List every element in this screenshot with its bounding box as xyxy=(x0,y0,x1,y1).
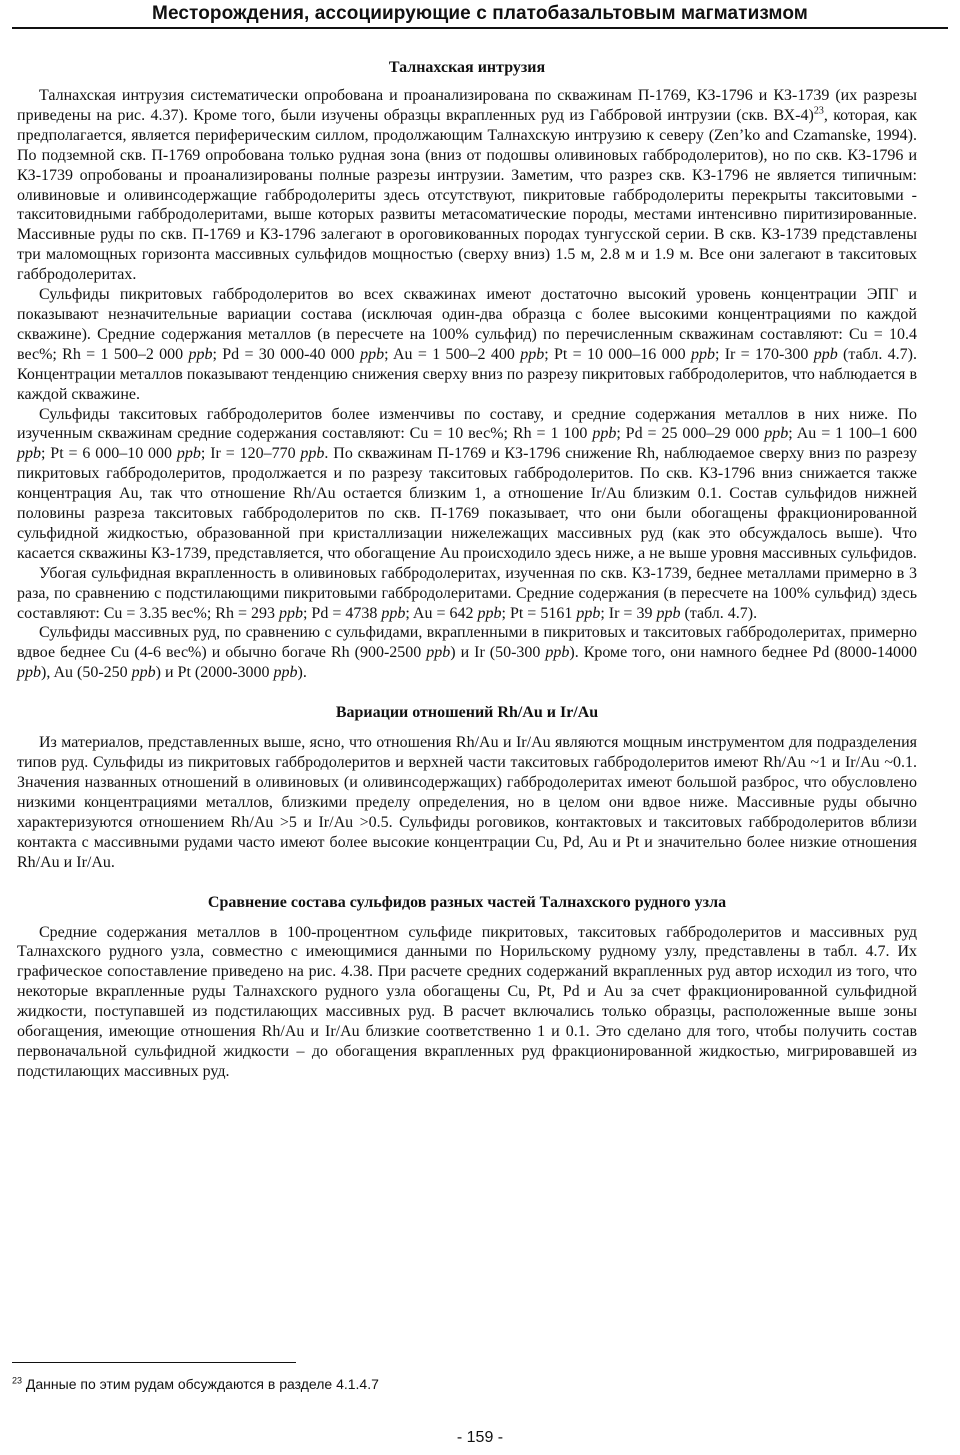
text-run: Убогая сульфидная вкрапленность в оливиновых габбродолеритах, изученная по скв. КЗ-1739, беднее металлами примерно в 3 раза, по сравнению с подстилающими пикритовыми габбродолеритами. Средние содержания (в пересчете на 100% сульфид) здесь составляют: Cu = 3.35 вес%; Rh = 293 xyxy=(17,564,917,622)
paragraph xyxy=(17,733,917,872)
unit-italic: ppb xyxy=(278,604,303,622)
text-run: ) и Pt (2000-3000 xyxy=(155,664,274,682)
text-run: ; Pt = 10 000–16 000 xyxy=(544,345,691,363)
text-run: ; Pd = 30 000-40 000 xyxy=(212,345,361,363)
paragraph xyxy=(17,923,917,1082)
unit-italic: ppb xyxy=(592,425,617,443)
text-run: ; Ir = 170-300 xyxy=(714,345,814,363)
unit-italic: ppb xyxy=(656,604,681,622)
unit-italic: ppb xyxy=(764,425,789,443)
text-run: ). Кроме того, они намного беднее Pd (8000-14000 xyxy=(569,644,918,662)
paragraph xyxy=(17,405,917,564)
text-run: ; Ir = 120–770 xyxy=(200,445,301,463)
text-run: ), Au (50-250 xyxy=(41,664,132,682)
text-run: Средние содержания металлов в 100-процентном сульфиде пикритовых, такситовых габбродолеритов и массивных руд Талнахского рудного узла, совместно с имеющимися данными по Норильскому рудному узлу, представлены в табл. 4.7. Их графическое сопоставление приведено на рис. 4.38. При расчете средних содержаний вкрапленных руд автор исходил из того, что некоторые вкрапленные руды Талнахского рудного узла обогащены Cu, Pt, Pd и Au за счет фракционированной сульфидной жидкости, поступавшей из подстилающих массивных руд. В расчет включались только образцы, расположенные выше зоны обогащения, имеющие отношения Rh/Au и Ir/Au близкие соответственно 1 и 0.1. Это сделано для того, чтобы получить состав первоначальной сульфидной жидкости – до обогащения вкрапленных руд фракционированной жидкостью, мигрировавшей из подстилающих массивных руд. xyxy=(17,923,918,1080)
unit-italic: ppb xyxy=(426,644,451,662)
section-heading-talnakh-intrusion: Талнахская интрузия xyxy=(388,59,546,76)
unit-italic: ppb xyxy=(381,604,406,622)
text-run: ; Pd = 25 000–29 000 xyxy=(616,425,765,443)
text-run: ; Au = 642 xyxy=(405,604,478,622)
text-run: , которая, как предполагается, является периферическим силлом, продолжающим Талнахскую интрузию к северу (Zen’ko and Czamanske, 1994). По подземной скв. П-1769 опробована только рудная зона (вниз от подошвы оливиновых габбродолеритов), но по скв. КЗ-1796 и КЗ-1739 опробованы и проанализированы полные разрезы интрузии. Заметим, что разрез скв. КЗ-1796 не является типичным: оливиновые и оливинсодержащие габбродолериты здесь отсутствуют, пикритовые габбродолериты перекрыты такситовыми - такситовидными габбродолеритами, выше которых развиты метасоматические породы, местами интенсивно пиритизированные. Массивные руды по скв. П-1769 и КЗ-1796 залегают в ороговикованных породах тунгусской серии. В скв. КЗ-1739 представлены три маломощных горизонта массивных сульфидов мощностью (сверху вниз) 1.5 м, 2.8 м и 1.9 м. Все они залегают в такситовых габбродолеритах. xyxy=(17,106,918,284)
text-run: ; Au = 1 500–2 400 xyxy=(384,345,521,363)
unit-italic: ppb xyxy=(17,664,41,682)
unit-italic: ppb xyxy=(131,664,156,682)
footnote-ref: 23 xyxy=(813,105,824,117)
header-rule xyxy=(12,27,948,29)
footnote-text: Данные по этим рудам обсуждаются в разделе 4.1.4.7 xyxy=(22,1376,379,1392)
unit-italic: ppb xyxy=(176,445,201,463)
unit-italic: ppb xyxy=(273,664,298,682)
text-run: ; Pt = 6 000–10 000 xyxy=(41,445,177,463)
unit-italic: ppb xyxy=(576,604,601,622)
text-run: . По скважинам П-1769 и КЗ-1796 снижение Rh, наблюдаемое сверху вниз по разрезу пикритовых габбродолеритов, продолжается и по разрезу такситовых габбродолеритов. По скв. КЗ-1796 вниз снижается также концентрация Au, так что отношение Rh/Au остается близким 1, а отношение Ir/Au близким 0.1. Состав сульфидов нижней половины разреза такситовых габбродолеритов по скв. П-1769 показывает, что они были обогащены фракционированной сульфидной жидкостью, образованной при кристаллизации нижележащих массивных руд (как это обсуждалось выше). Что касается скважины КЗ-1739, представляется, что обогащение Au происходило здесь ниже, а не выше уровня массивных сульфидов. xyxy=(17,445,918,562)
unit-italic: ppb xyxy=(520,345,545,363)
text-run: (табл. 4.7). Концентрации металлов показывают тенденцию снижения сверху вниз по разрезу пикритовых габбродолеритов, что наблюдается в каждой скважине. xyxy=(17,345,918,403)
page-number: - 159 - xyxy=(456,1429,504,1446)
text-run: ; Ir = 39 xyxy=(600,604,657,622)
running-header: Месторождения, ассоциирующие с платобазальтовым магматизмом xyxy=(152,3,808,24)
footnote-marker: 23 xyxy=(12,1375,23,1386)
text-run: ; Au = 1 100–1 600 xyxy=(788,425,917,443)
text-run: (табл. 4.7). xyxy=(680,604,758,622)
unit-italic: ppb xyxy=(360,345,385,363)
section-heading-sulfide-comparison: Сравнение состава сульфидов разных частей Талнахского рудного узла xyxy=(207,893,727,911)
paragraph xyxy=(17,86,917,285)
unit-italic: ppb xyxy=(17,445,41,463)
text-run: ) и Ir (50-300 xyxy=(450,644,546,662)
main-text xyxy=(17,58,917,1082)
paragraph xyxy=(17,623,917,683)
footnote xyxy=(12,1375,912,1393)
text-run: ; Pt = 5161 xyxy=(501,604,577,622)
footnote-rule xyxy=(12,1362,296,1363)
unit-italic: ppb xyxy=(545,644,570,662)
unit-italic: ppb xyxy=(300,445,325,463)
paragraph xyxy=(17,564,917,624)
text-run: Из материалов, представленных выше, ясно, что отношения Rh/Au и Ir/Au являются мощным инструментом для подразделения типов руд. Сульфиды из пикритовых габбродолеритов и верхней части такситовых габбродолеритов имеют Rh/Au ~1 и Ir/Au ~0.1. Значения названных отношений в оливиновых (и оливинсодержащих) габбродолеритах имеют большой разброс, что обусловлено низкими концентрациями металлов, близкими пределу определения, но в целом они вдвое ниже. Массивные руды обычно характеризуются отношением Rh/Au >5 и Ir/Au >0.5. Сульфиды роговиков, контактовых и такситовых габбродолеритов вблизи контакта с массивными рудами часто имеют более высокие концентрации Cu, Pd, Au и Pt и значительно более низкие отношения Rh/Au и Ir/Au. xyxy=(17,734,917,871)
section-heading-ratio-variations: Вариации отношений Rh/Au и Ir/Au xyxy=(335,704,599,722)
text-run: Сульфиды массивных руд, по сравнению с сульфидами, вкрапленными в пикритовых и такситовых габбродолеритах, примерно вдвое беднее Cu (4-6 вес%) и обычно богаче Rh (900-2500 xyxy=(17,624,917,662)
unit-italic: ppb xyxy=(690,345,715,363)
text-run: Талнахская интрузия систематически опробована и проанализирована по скважинам П-1769, КЗ-1796 и КЗ-1739 (их разрезы приведены на рис. 4.37). Кроме того, были изучены образцы вкрапленных руд из Габбровой интрузии (скв. ВХ-4) xyxy=(17,87,917,124)
paragraph xyxy=(17,285,917,404)
text-run: Сульфиды такситовых габбродолеритов более изменчивы по составу, и средние содержания металлов в них ниже. По изученным скважинам средние содержания составляют: Cu = 10 вес%; Rh = 1 100 xyxy=(17,405,917,443)
text-run: ). xyxy=(297,664,307,682)
unit-italic: ppb xyxy=(813,345,838,363)
text-run: ; Pd = 4738 xyxy=(302,604,382,622)
unit-italic: ppb xyxy=(188,345,213,363)
unit-italic: ppb xyxy=(477,604,502,622)
text-run: Сульфиды пикритовых габбродолеритов во всех скважинах имеют достаточно высокий уровень концентрации ЭПГ и показывают незначительные вариации состава (исключая один-два образца с более высокими концентрациями по каждой скважине). Средние содержания металлов (в пересчете на 100% сульфид) по перечисленным скважинам составляют: Cu = 10.4 вес%; Rh = 1 500–2 000 xyxy=(17,286,917,363)
